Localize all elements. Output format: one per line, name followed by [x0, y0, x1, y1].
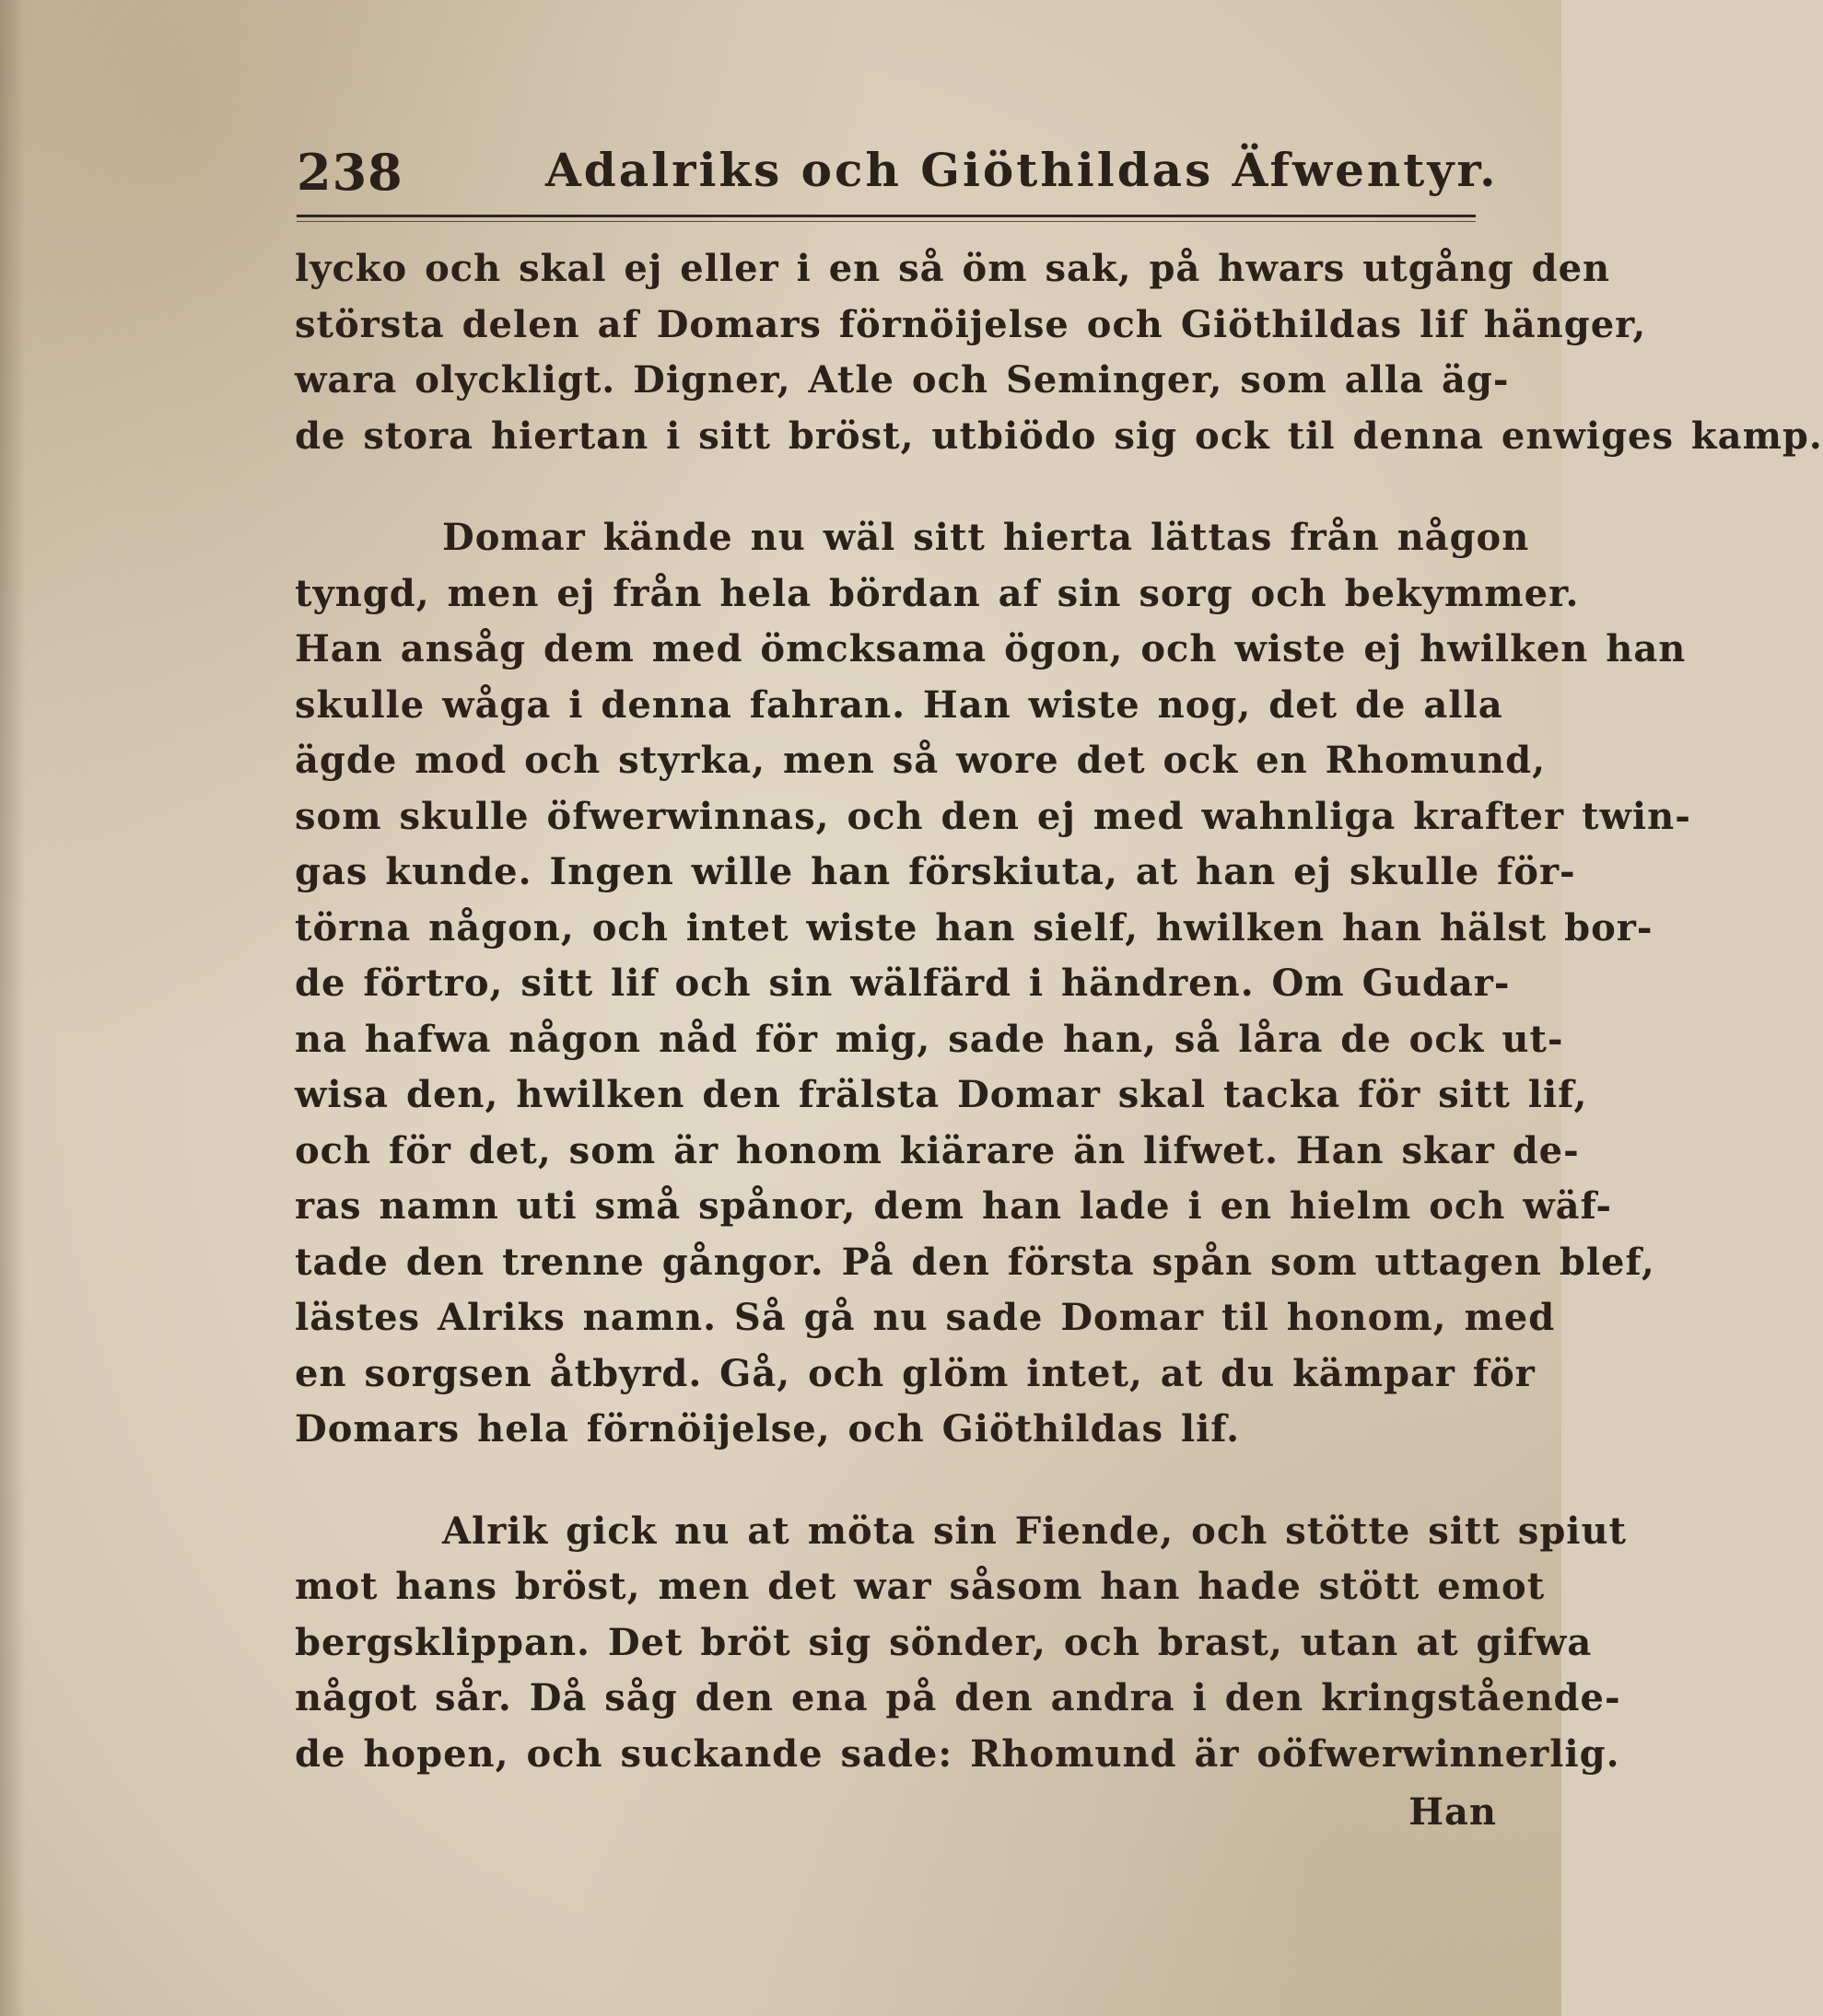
text-line: ras namn uti små spånor, dem han lade i en hielm och wäf-	[295, 1184, 1612, 1228]
text-line: wara olyckligt. Digner, Atle och Seminger, som alla äg-	[295, 358, 1510, 402]
text-line: lycko och skal ej eller i en så öm sak, på hwars utgång den	[295, 247, 1611, 290]
text-line: något sår. Då såg den ena på den andra i den kringstående-	[295, 1676, 1621, 1719]
text-line: största delen af Domars förnöijelse och Giöthildas lif hänger,	[295, 302, 1647, 346]
page-edge-shadow	[0, 0, 26, 2016]
text-line: bergsklippan. Det bröt sig sönder, och brast, utan at gifwa	[295, 1620, 1593, 1664]
text-line: tade den trenne gångor. På den första spån som uttagen blef,	[295, 1240, 1655, 1284]
paragraph-3	[295, 1504, 1628, 1783]
text-line: Domars hela förnöijelse, och Giöthildas lif.	[295, 1407, 1241, 1451]
text-line: mot hans bröst, men det war såsom han hade stött emot	[295, 1565, 1546, 1608]
text-line: lästes Alriks namn. Så gå nu sade Domar til honom, med	[295, 1296, 1556, 1339]
text-line: som skulle öfwerwinnas, och den ej med wahnliga krafter twin-	[295, 794, 1691, 838]
page-number: 238	[297, 143, 403, 202]
catchword: Han	[1408, 1790, 1497, 1834]
text-line: Domar kände nu wäl sitt hierta lättas från någon	[442, 516, 1530, 559]
text-line: gas kunde. Ingen wille han förskiuta, at han ej skulle för-	[295, 850, 1576, 893]
text-line: na hafwa någon nåd för mig, sade han, så låra de ock ut-	[295, 1017, 1564, 1061]
text-line: de förtro, sitt lif och sin wälfärd i händren. Om Gudar-	[295, 961, 1511, 1005]
text-line: skulle wåga i denna fahran. Han wiste nog, det de alla	[295, 682, 1503, 727]
page-header	[297, 143, 1499, 216]
header-rule	[297, 215, 1476, 217]
text-line: wisa den, hwilken den frälsta Domar skal tacka för sitt lif,	[295, 1073, 1588, 1116]
paragraph-2	[295, 510, 1691, 1458]
text-line: ägde mod och styrka, men så wore det ock en Rhomund,	[295, 739, 1547, 782]
paragraph-gap	[295, 1458, 1494, 1504]
header-rule-thin	[297, 221, 1476, 222]
text-line: tyngd, men ej från hela bördan af sin sorg och bekymmer.	[295, 571, 1580, 615]
text-line: och för det, som är honom kiärare än lifwet. Han skar de-	[295, 1128, 1580, 1172]
text-line: Han ansåg dem med ömcksama ögon, och wiste ej hwilken han	[295, 627, 1687, 670]
text-line: de hopen, och suckande sade: Rhomund är oöfwerwinnerlig.	[295, 1731, 1620, 1776]
text-line: törna någon, och intet wiste han sielf, hwilken han hälst bor-	[295, 905, 1654, 950]
text-line: en sorgsen åtbyrd. Gå, och glöm intet, at du kämpar för	[295, 1351, 1536, 1395]
paragraph-gap	[295, 464, 1494, 510]
text-line: Alrik gick nu at möta sin Fiende, och stötte sitt spiut	[442, 1509, 1628, 1553]
body-text	[295, 241, 1823, 1782]
running-title: Adalriks och Giöthildas Äfwentyr.	[545, 143, 1499, 197]
paragraph-1	[295, 241, 1823, 464]
text-line: de stora hiertan i sitt bröst, utbiödo sig ock til denna enwiges kamp.	[295, 414, 1823, 458]
